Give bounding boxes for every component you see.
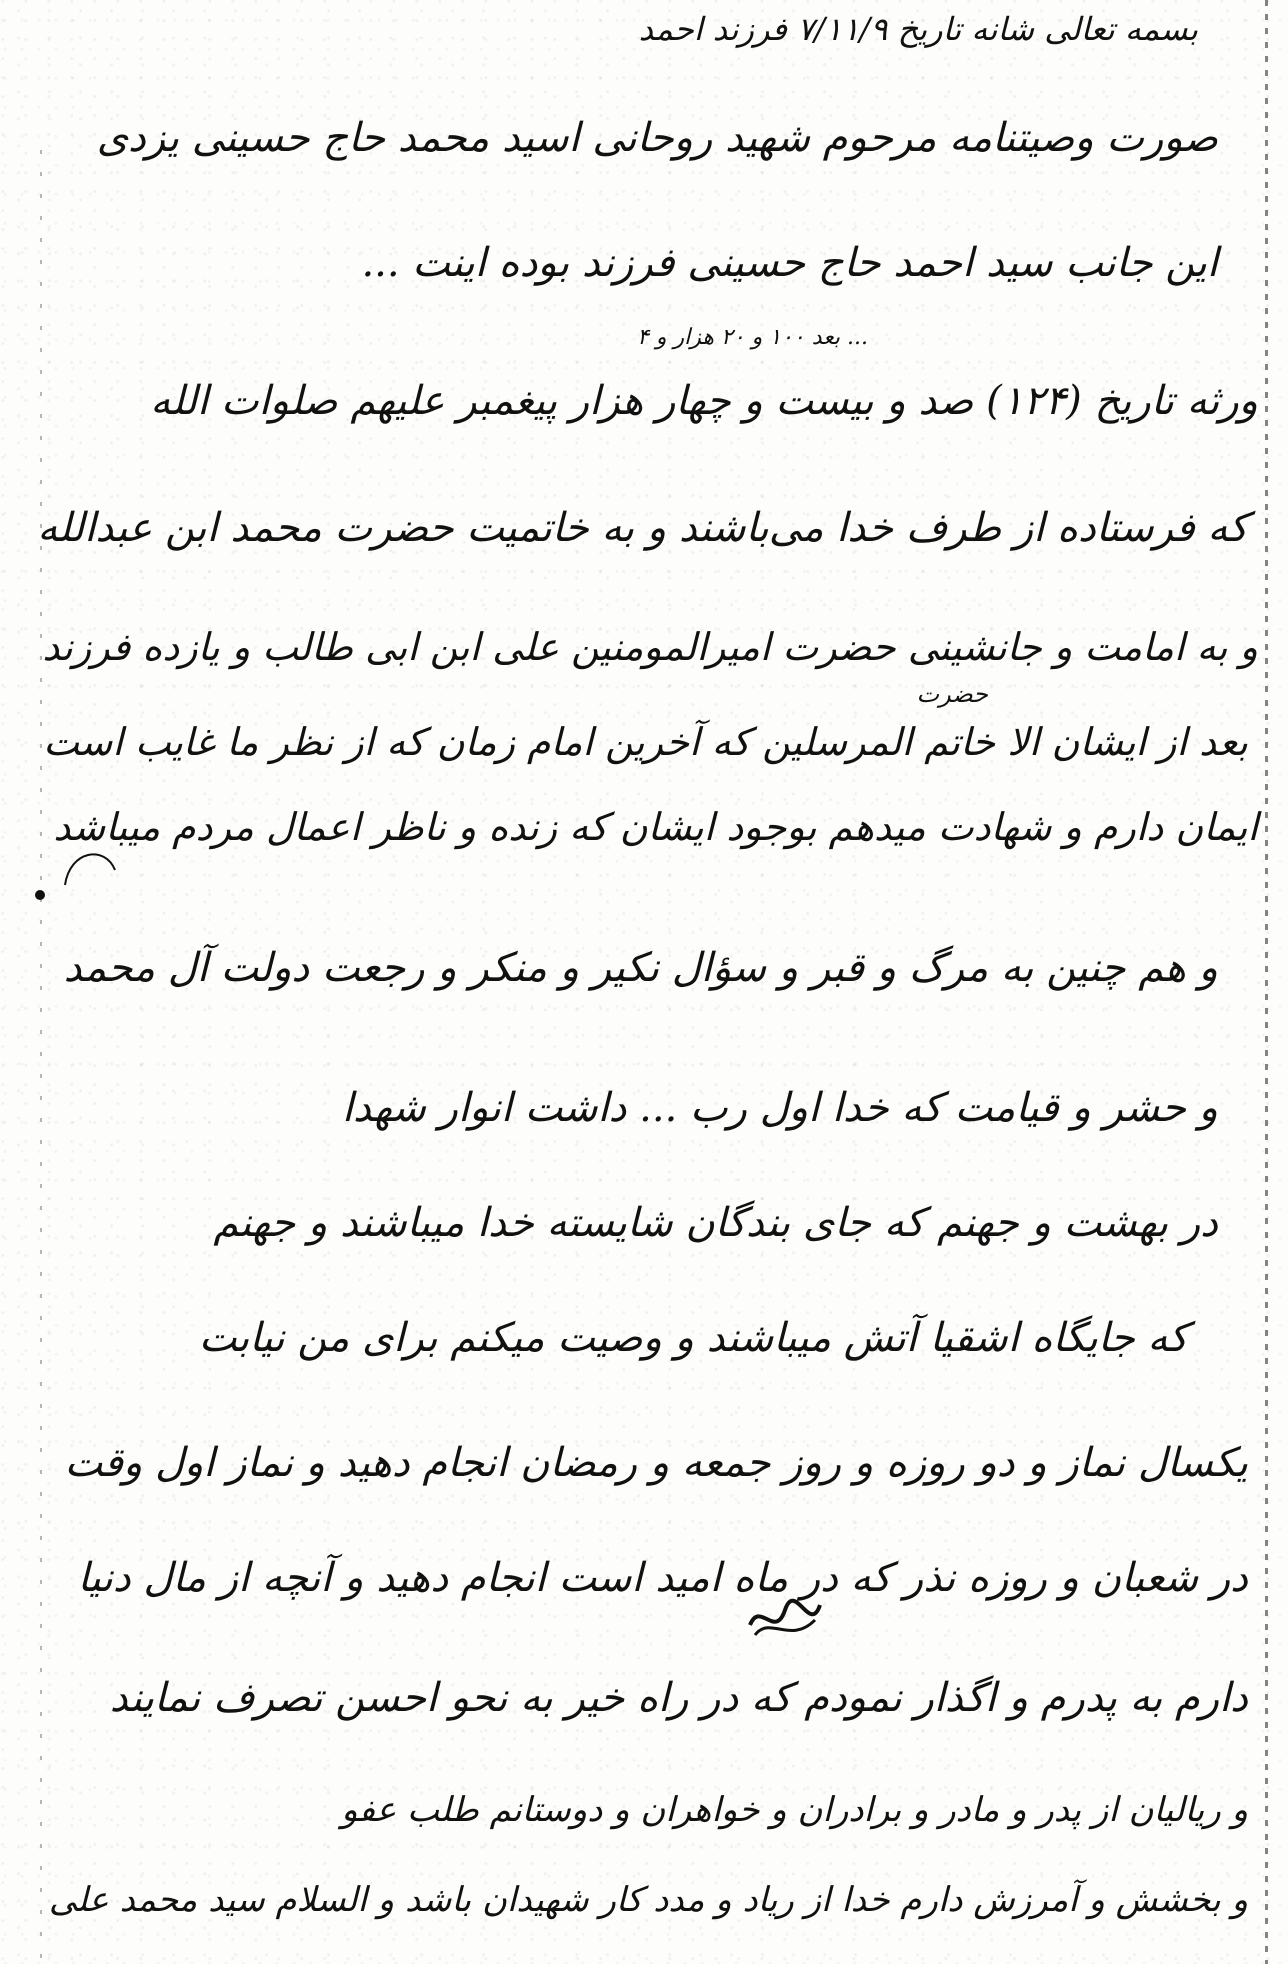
text-line-15: و ریالیان از پدر و مادر و برادران و خواهران و دوستانم طلب عفو <box>341 1790 1248 1830</box>
text-line-10: در بهشت و جهنم که جای بندگان شایسته خدا میباشند و جهنم <box>213 1200 1218 1246</box>
margin-dashes-left <box>40 150 42 1964</box>
text-line-12: یکسال نماز و دو روزه و روز جمعه و رمضان انجام دهید و نماز اول وقت <box>64 1440 1248 1486</box>
text-line-9: و حشر و قیامت که خدا اول رب ... داشت انوار شهدا <box>341 1085 1218 1131</box>
text-line-1: صورت وصیتنامه مرحوم شهید روحانی اسید محمد حاج حسینی یزدی <box>96 115 1218 161</box>
ink-scribble-mark <box>745 1590 825 1650</box>
text-line-7: ایمان دارم و شهادت میدهم بوجود ایشان که زنده و ناظر اعمال مردم میباشد <box>53 805 1258 849</box>
ink-dot-mark <box>30 885 50 905</box>
text-line-14: دارم به پدرم و اگذار نمودم که در راه خیر به نحو احسن تصرف نمایند <box>109 1675 1248 1721</box>
text-line-8: و هم چنین به مرگ و قبر و سؤال نکیر و منکر و رجعت دولت آل محمد <box>63 945 1218 991</box>
text-line-6: بعد از ایشان الا خاتم المرسلین که آخرین امام زمان که از نظر ما غایب است <box>43 720 1248 764</box>
text-line-13: در شعبان و روزه نذر که در ماه امید است انجام دهید و آنچه از مال دنیا <box>77 1555 1248 1601</box>
text-line-4: که فرستاده از طرف خدا می‌باشند و به خاتمیت حضرت محمد ابن عبدالله <box>37 505 1248 551</box>
ink-arc-mark <box>60 840 120 890</box>
text-line-3: ورثه تاریخ (۱۲۴) صد و بیست و چهار هزار پیغمبر علیهم صلوات الله <box>150 378 1258 424</box>
document-heading: بسمه تعالی شانه تاریخ ۷/۱۱/۹ فرزند احمد <box>638 10 1198 48</box>
text-line-16: و بخشش و آمرزش دارم خدا از ریاد و مدد کار شهیدان باشد و السلام سید محمد علی <box>48 1880 1248 1920</box>
text-line-11: که جایگاه اشقیا آتش میباشند و وصیت میکنم برای من نیابت <box>198 1315 1188 1361</box>
text-insertion: حضرت <box>916 680 988 708</box>
text-line-numbers: بعد ۱۰۰ و ۲۰ هزار و ۴ ... <box>637 325 868 350</box>
text-line-5: و به امامت و جانشینی حضرت امیرالمومنین علی ابن ابی طالب و یازده فرزند <box>42 625 1258 669</box>
margin-dashes-right <box>1265 0 1268 1964</box>
text-line-2: این جانب سید احمد حاج حسینی فرزند بوده اینت ... <box>361 240 1218 286</box>
